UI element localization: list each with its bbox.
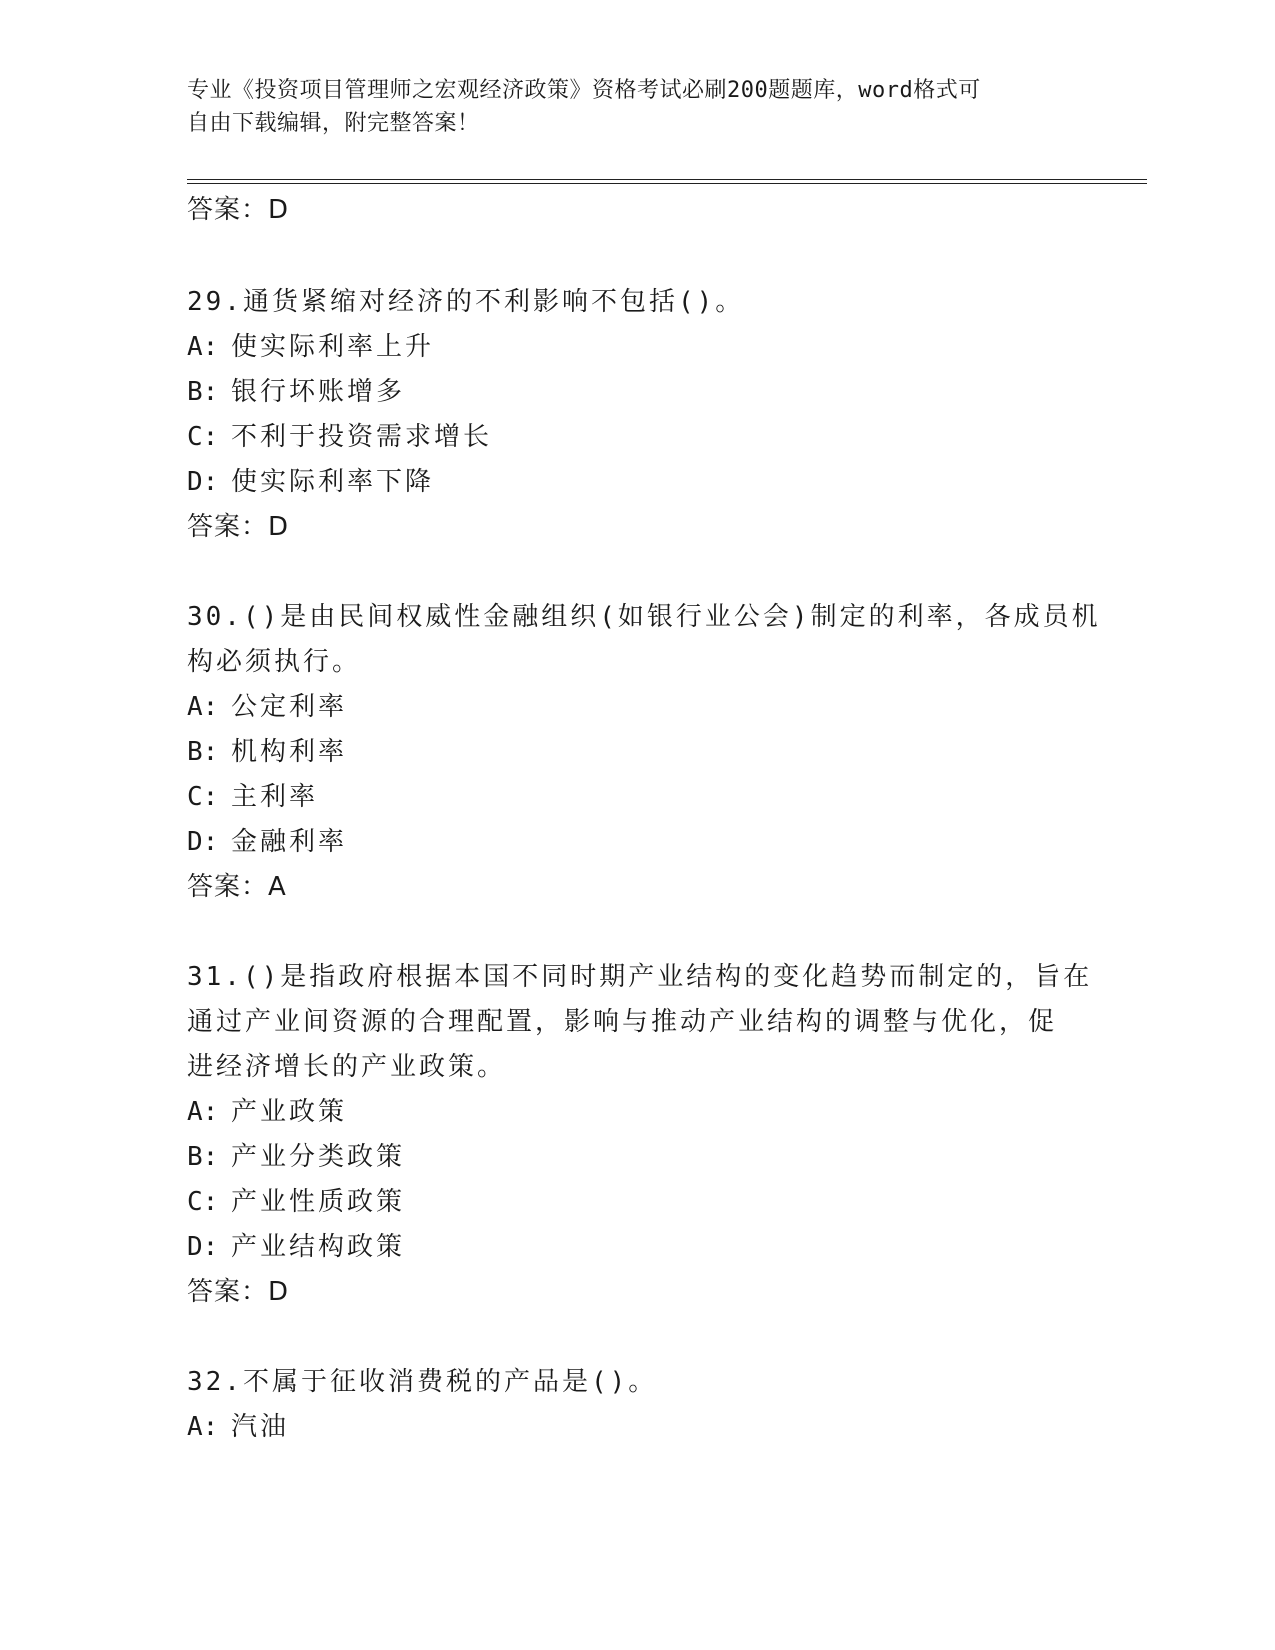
option-letter: B:	[187, 377, 219, 407]
option-text: 产业性质政策	[231, 1187, 406, 1217]
option-a	[187, 1095, 347, 1129]
option-letter: A:	[187, 1412, 219, 1442]
option-c	[187, 1185, 405, 1219]
option-letter: C:	[187, 422, 219, 452]
question-stem: 30.()是由民间权威性金融组织(如银行业公会)制定的利率，各成员机	[187, 602, 1101, 632]
option-text: 使实际利率下降	[231, 467, 435, 497]
option-text: 产业分类政策	[231, 1142, 406, 1172]
document-header	[187, 74, 1067, 140]
option-letter: D:	[187, 827, 219, 857]
header-divider-top	[187, 179, 1147, 180]
question-stem: 31.()是指政府根据本国不同时期产业结构的变化趋势而制定的，旨在	[187, 962, 1093, 992]
option-a	[187, 690, 347, 724]
option-letter: A:	[187, 332, 219, 362]
option-text: 银行坏账增多	[231, 377, 406, 407]
option-text: 公定利率	[231, 692, 348, 722]
option-text: 汽油	[231, 1412, 290, 1442]
option-b	[187, 375, 405, 409]
option-letter: A:	[187, 692, 219, 722]
option-b	[187, 735, 347, 769]
option-text: 金融利率	[231, 827, 348, 857]
option-text: 机构利率	[231, 737, 348, 767]
option-letter: B:	[187, 1142, 219, 1172]
option-d	[187, 465, 434, 499]
option-d	[187, 1230, 405, 1264]
question-stem-continued: 进经济增长的产业政策。	[187, 1052, 507, 1082]
option-a	[187, 1410, 289, 1444]
question-stem-continued: 构必须执行。	[187, 647, 362, 677]
option-a	[187, 330, 434, 364]
option-letter: C:	[187, 782, 219, 812]
question-stem-continued: 通过产业间资源的合理配置，影响与推动产业结构的调整与优化，促	[187, 1007, 1058, 1037]
header-line-2: 自由下载编辑，附完整答案！	[187, 111, 480, 136]
question-stem: 29.通货紧缩对经济的不利影响不包括()。	[187, 287, 745, 317]
option-c	[187, 780, 318, 814]
option-letter: D:	[187, 1232, 219, 1262]
option-text: 主利率	[231, 782, 319, 812]
question-stem: 32.不属于征收消费税的产品是()。	[187, 1367, 658, 1397]
header-line-1: 专业《投资项目管理师之宏观经济政策》资格考试必刷200题题库，word格式可	[187, 78, 981, 103]
option-text: 不利于投资需求增长	[231, 422, 493, 452]
option-letter: B:	[187, 737, 219, 767]
option-b	[187, 1140, 405, 1174]
option-letter: D:	[187, 467, 219, 497]
answer-line: 答案：D	[187, 195, 290, 225]
answer-line: 答案：A	[187, 872, 287, 902]
option-text: 使实际利率上升	[231, 332, 435, 362]
option-d	[187, 825, 347, 859]
option-text: 产业政策	[231, 1097, 348, 1127]
option-c	[187, 420, 492, 454]
answer-line: 答案：D	[187, 512, 290, 542]
option-text: 产业结构政策	[231, 1232, 406, 1262]
header-divider-bottom	[187, 183, 1147, 184]
option-letter: C:	[187, 1187, 219, 1217]
option-letter: A:	[187, 1097, 219, 1127]
answer-line: 答案：D	[187, 1277, 290, 1307]
